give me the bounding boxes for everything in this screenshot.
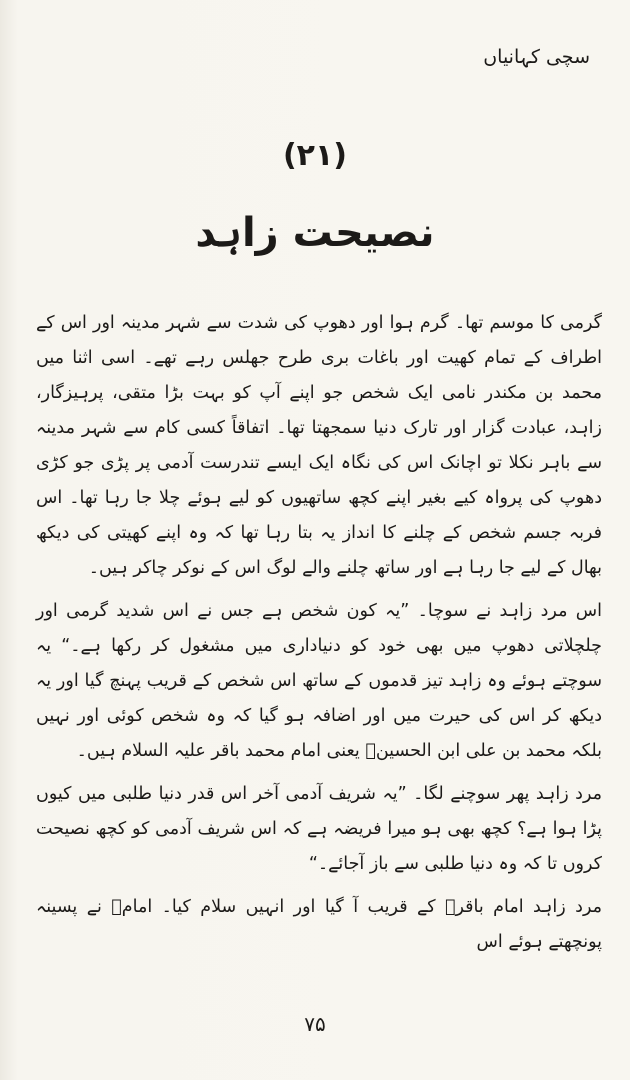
body-text <box>36 306 602 960</box>
chapter-number: (۲۱) <box>282 138 348 173</box>
paragraph: اس مرد زاہد نے سوچا۔ ”یہ کون شخص ہے جس نے اس شدید گرمی اور چلچلاتی دھوپ میں بھی خود کو دنیاداری میں مشغول کر رکھا ہے۔“ یہ سوچتے ہوئے وہ زاہد تیز قدموں کے ساتھ اس شخص کے قریب پہنچ گیا اور یہ دیکھ کر اس کی حیرت میں اور اضافہ ہو گیا کہ وہ شخص کوئی اور نہیں بلکہ محمد بن علی ابن الحسینؑ یعنی امام محمد باقر علیہ السلام ہیں۔ <box>36 601 602 761</box>
paragraph: مرد زاہد امام باقرؑ کے قریب آ گیا اور انہیں سلام کیا۔ امامؑ نے پسینہ پونچھتے ہوئے اس <box>36 897 602 952</box>
paragraph: گرمی کا موسم تھا۔ گرم ہوا اور دھوپ کی شدت سے شہر مدینہ اور اس کے اطراف کے تمام کھیت اور باغات بری طرح جھلس رہے تھے۔ اسی اثنا میں محمد بن مکندر نامی ایک شخص جو اپنے آپ کو بہت بڑا متقی، پرہیزگار، زاہد، عبادت گزار اور تارک دنیا سمجھتا تھا۔ اتفاقاً کسی کام سے شہر مدینہ سے باہر نکلا تو اچانک اس کی نگاہ ایک ایسے تندرست آدمی پر پڑی جو کڑی دھوپ کی پرواہ کیے بغیر اپنے کچھ ساتھیوں کو لیے ہوئے چلا جا رہا تھا۔ اس فربہ جسم شخص کے چلنے کا انداز یہ بتا رہا تھا کہ وہ اپنے کھیتی کی دیکھ بھال کے لیے جا رہا ہے اور ساتھ چلنے والے لوگ اس کے نوکر چاکر ہیں۔ <box>36 313 602 578</box>
chapter-title: نصیحت زاہد <box>195 210 435 256</box>
running-header-book-title: سچی کہانیاں <box>483 46 590 68</box>
page-number: ۷۵ <box>304 1012 326 1036</box>
paragraph: مرد زاہد پھر سوچنے لگا۔ ”یہ شریف آدمی آخر اس قدر دنیا طلبی میں کیوں پڑا ہوا ہے؟ کچھ بھی ہو میرا فریضہ ہے کہ اس شریف آدمی کو کچھ نصیحت کروں تا کہ وہ دنیا طلبی سے باز آجائے۔“ <box>36 784 602 874</box>
